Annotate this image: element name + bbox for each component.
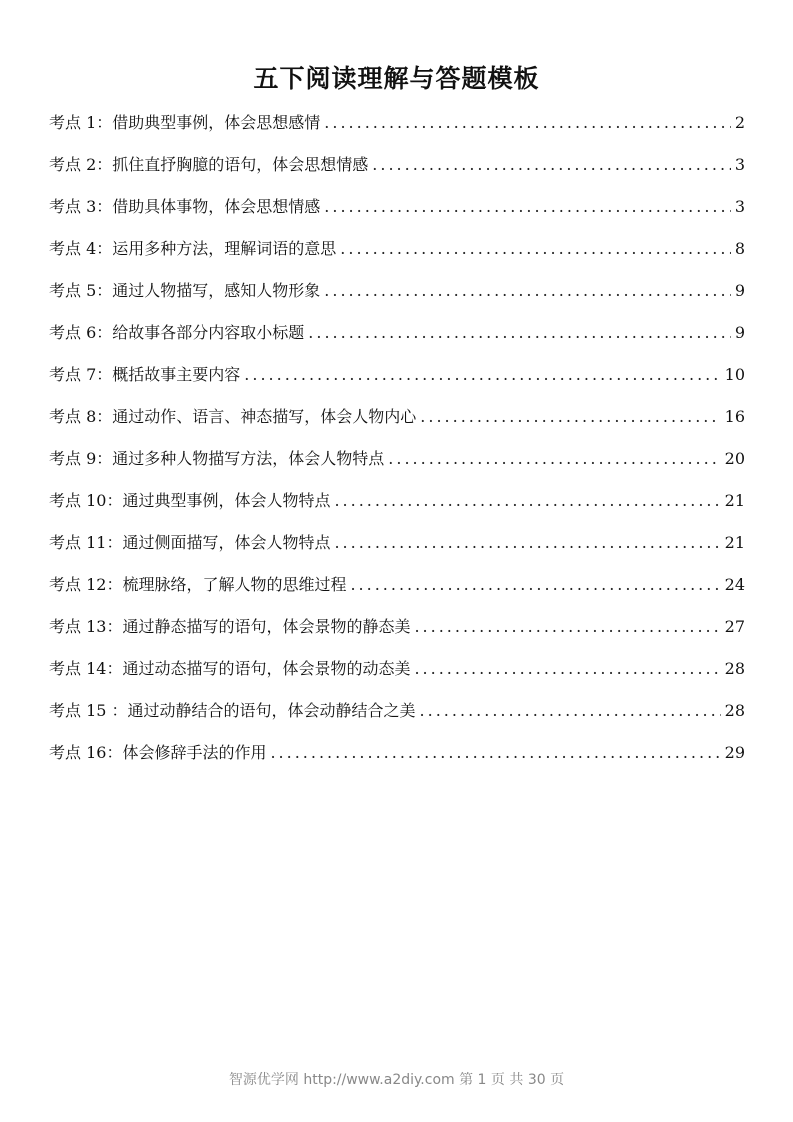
toc-entry-label: 考点 7：概括故事主要内容 <box>49 365 241 384</box>
toc-leader-dots <box>388 444 720 474</box>
toc-leader-dots <box>308 318 731 348</box>
toc-entry-label: 考点 16：体会修辞手法的作用 <box>49 743 267 762</box>
toc-leader-dots <box>324 192 731 222</box>
toc-leader-dots <box>334 486 720 516</box>
toc-entry-page: 10 <box>724 365 745 384</box>
toc-entry-page: 8 <box>734 239 745 258</box>
toc-leader-dots <box>372 150 731 180</box>
toc-entry-label: 考点 1：借助典型事例，体会思想感情 <box>49 113 321 132</box>
toc-entry-page: 24 <box>724 575 745 594</box>
toc-entry-page: 20 <box>724 449 745 468</box>
toc-entry-page: 2 <box>734 113 745 132</box>
toc-entry-page: 9 <box>734 281 745 300</box>
toc-leader-dots <box>350 570 720 600</box>
toc-entry-label: 考点 2：抓住直抒胸臆的语句，体会思想情感 <box>49 155 369 174</box>
toc-entry-label: 考点 15 ：通过动静结合的语句，体会动静结合之美 <box>49 701 416 720</box>
toc-leader-dots <box>414 654 720 684</box>
toc-entry-page: 28 <box>724 701 745 720</box>
toc-entry[interactable] <box>49 318 745 360</box>
toc-entry-page: 3 <box>734 155 745 174</box>
toc-entry-page: 21 <box>724 491 745 510</box>
footer-page-info: 第 1 页 共 30 页 <box>459 1072 565 1088</box>
toc-entry-page: 29 <box>724 743 745 762</box>
toc-entry[interactable] <box>49 360 745 402</box>
toc-entry-page: 9 <box>734 323 745 342</box>
toc-entry[interactable] <box>49 738 745 780</box>
toc-entry-label: 考点 12：梳理脉络，了解人物的思维过程 <box>49 575 347 594</box>
toc-leader-dots <box>324 108 731 138</box>
toc-entry[interactable] <box>49 528 745 570</box>
toc-entry[interactable] <box>49 444 745 486</box>
toc-entry-page: 3 <box>734 197 745 216</box>
toc-entry[interactable] <box>49 234 745 276</box>
toc-entry-label: 考点 8：通过动作、语言、神态描写，体会人物内心 <box>49 407 417 426</box>
toc-leader-dots <box>420 696 721 726</box>
toc-entry-label: 考点 9：通过多种人物描写方法，体会人物特点 <box>49 449 385 468</box>
page-footer <box>0 1070 793 1090</box>
footer-watermark: 智源优学网 http://www.a2diy.com <box>228 1072 455 1088</box>
toc-entry-label: 考点 11：通过侧面描写，体会人物特点 <box>49 533 331 552</box>
toc-entry[interactable] <box>49 402 745 444</box>
toc-entry[interactable] <box>49 570 745 612</box>
toc-entry[interactable] <box>49 612 745 654</box>
toc-entry-label: 考点 10：通过典型事例，体会人物特点 <box>49 491 331 510</box>
toc-leader-dots <box>420 402 720 432</box>
toc-entry[interactable] <box>49 486 745 528</box>
toc-entry-label: 考点 13：通过静态描写的语句，体会景物的静态美 <box>49 617 411 636</box>
toc-leader-dots <box>334 528 720 558</box>
toc-entry-label: 考点 14：通过动态描写的语句，体会景物的动态美 <box>49 659 411 678</box>
toc-entry[interactable] <box>49 108 745 150</box>
toc-entry[interactable] <box>49 654 745 696</box>
toc-entry-label: 考点 5：通过人物描写，感知人物形象 <box>49 281 321 300</box>
toc-entry-page: 21 <box>724 533 745 552</box>
toc-entry[interactable] <box>49 192 745 234</box>
toc-leader-dots <box>244 360 720 390</box>
toc-leader-dots <box>270 738 720 768</box>
toc-entry-label: 考点 3：借助具体事物，体会思想情感 <box>49 197 321 216</box>
toc-entry[interactable] <box>49 696 745 738</box>
toc-leader-dots <box>340 234 731 264</box>
toc-entry[interactable] <box>49 276 745 318</box>
toc-entry-label: 考点 6：给故事各部分内容取小标题 <box>49 323 305 342</box>
toc-leader-dots <box>414 612 720 642</box>
toc-entry-page: 27 <box>724 617 745 636</box>
toc-entry-page: 28 <box>724 659 745 678</box>
document-title: 五下阅读理解与答题模板 <box>253 64 540 93</box>
table-of-contents <box>49 108 745 780</box>
toc-entry-page: 16 <box>724 407 745 426</box>
toc-leader-dots <box>324 276 731 306</box>
toc-entry-label: 考点 4：运用多种方法，理解词语的意思 <box>49 239 337 258</box>
toc-entry[interactable] <box>49 150 745 192</box>
